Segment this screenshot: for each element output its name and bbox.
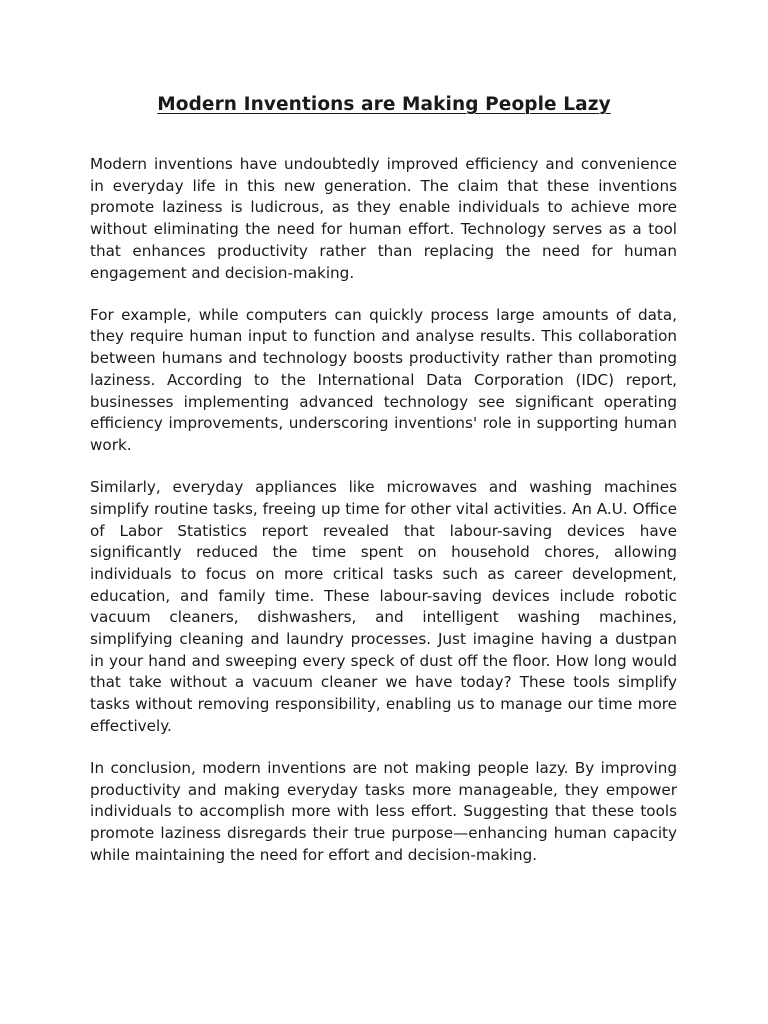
paragraph-conclusion: In conclusion, modern inventions are not making people lazy. By improving productivity and making everyday tasks more manageable, they empower individuals to accomplish more with less effort. Suggesting that these tools promote laziness disregards their true purpose—enhancing human capacity while maintaining the need for effort and decision-making. [90, 759, 677, 864]
paragraph-computers-example: For example, while computers can quickly process large amounts of data, they require human input to function and analyse results. This collaboration between humans and technology boosts productivity rather than promoting laziness. According to the International Data Corporation (IDC) report, businesses implementing advanced technology see significant operating efficiency improvements, underscoring inventions' role in supporting human work. [90, 305, 677, 454]
document-title: Modern Inventions are Making People Lazy [157, 94, 611, 115]
paragraph-introduction: Modern inventions have undoubtedly improved efficiency and convenience in everyday life in this new generation. The claim that these inventions promote laziness is ludicrous, as they enable individuals to achieve more without eliminating the need for human effort. Technology serves as a tool that enhances productivity rather than replacing the need for human engagement and decision-making. [90, 155, 677, 282]
document-title-block [0, 91, 768, 119]
document-body [90, 154, 677, 887]
paragraph-appliances-example: Similarly, everyday appliances like microwaves and washing machines simplify routine tasks, freeing up time for other vital activities. An A.U. Office of Labor Statistics report revealed that labour-saving devices have significantly reduced the time spent on household chores, allowing individuals to focus on more critical tasks such as career development, education, and family time. These labour-saving devices include robotic vacuum cleaners, dishwashers, and intelligent washing machines, simplifying cleaning and laundry processes. Just imagine having a dustpan in your hand and sweeping every speck of dust off the floor. How long would that take without a vacuum cleaner we have today? These tools simplify tasks without removing responsibility, enabling us to manage our time more effectively. [90, 478, 677, 735]
